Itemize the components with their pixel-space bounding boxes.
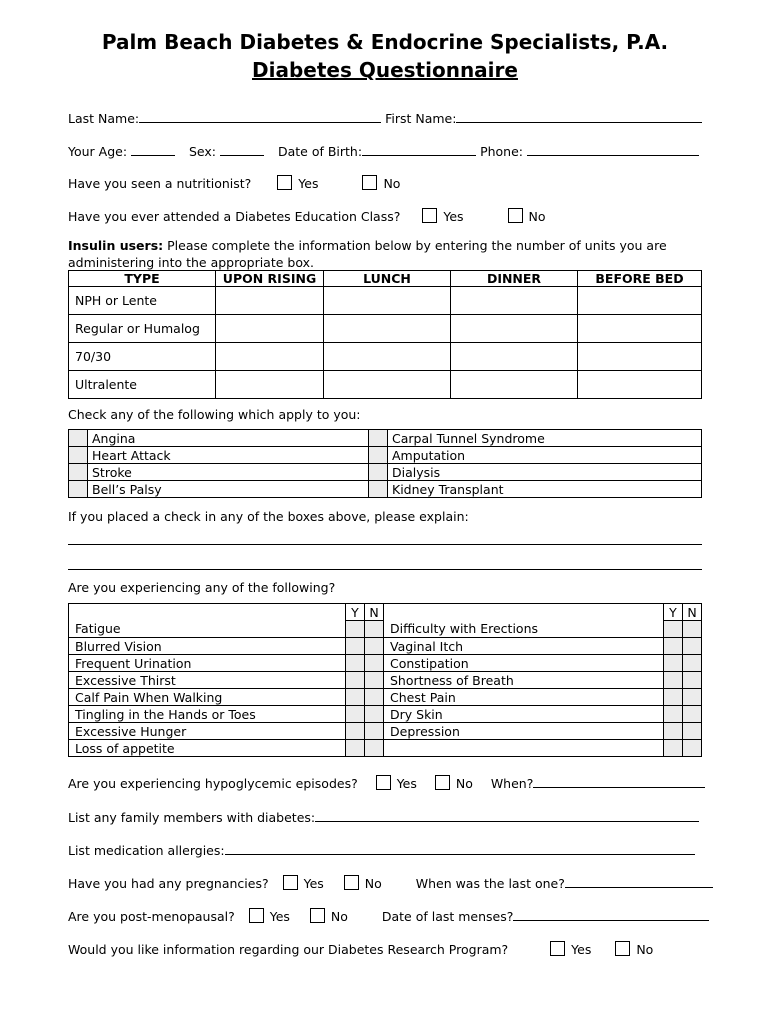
allergies-question: List medication allergies: (68, 843, 225, 858)
last-menses-label: Date of last menses? (381, 909, 514, 924)
insulin-instructions-2: administering into the appropriate box. (68, 255, 314, 270)
table-row (69, 621, 702, 638)
yes-column-header: Y (664, 604, 683, 621)
sex-label: Sex: (189, 144, 217, 159)
education-row (68, 208, 702, 224)
units-cell[interactable] (216, 287, 324, 315)
condition-label: Bell’s Palsy (88, 481, 369, 498)
col-header-type: TYPE (69, 271, 216, 287)
units-cell[interactable] (324, 343, 451, 371)
condition-checkbox[interactable] (369, 481, 388, 498)
symptom-label: Chest Pain (384, 689, 664, 706)
research-yes-checkbox[interactable] (550, 941, 565, 956)
family-field[interactable] (315, 809, 699, 822)
menopause-question: Are you post-menopausal? (68, 909, 235, 924)
insulin-table (68, 270, 702, 399)
yes-label: Yes (298, 176, 319, 191)
symptom-yes-box[interactable] (664, 740, 683, 757)
pregnancy-yes-checkbox[interactable] (283, 875, 298, 890)
symptom-label: Excessive Hunger (69, 723, 346, 740)
units-cell[interactable] (216, 315, 324, 343)
insulin-type: 70/30 (69, 343, 216, 371)
nutritionist-no-checkbox[interactable] (362, 175, 377, 190)
insulin-instructions-text: Please complete the information below by entering the number of units you are (163, 238, 667, 253)
last-pregnancy-label: When was the last one? (415, 876, 565, 891)
units-cell[interactable] (578, 371, 702, 399)
symptom-label: Frequent Urination (69, 655, 346, 672)
symptom-no-box[interactable] (365, 638, 384, 655)
nutritionist-row (68, 175, 702, 191)
insulin-type: NPH or Lente (69, 287, 216, 315)
col-header-dinner: DINNER (451, 271, 578, 287)
symptoms-prompt: Are you experiencing any of the following? (68, 580, 336, 595)
symptom-label: Tingling in the Hands or Toes (69, 706, 346, 723)
no-column-header: N (365, 604, 384, 621)
when-label: When? (490, 776, 534, 791)
explain-line-2[interactable] (68, 569, 702, 570)
family-row (68, 809, 702, 825)
condition-label: Dialysis (388, 464, 702, 481)
condition-label: Amputation (388, 447, 702, 464)
family-question: List any family members with diabetes: (68, 810, 316, 825)
symptom-label: Calf Pain When Walking (69, 689, 346, 706)
units-cell[interactable] (578, 287, 702, 315)
condition-checkbox[interactable] (69, 481, 88, 498)
symptom-no-box[interactable] (365, 621, 384, 638)
symptom-yes-box[interactable] (664, 638, 683, 655)
units-cell[interactable] (578, 343, 702, 371)
pregnancy-row (68, 875, 702, 891)
yes-label: Yes (269, 909, 290, 924)
education-no-checkbox[interactable] (508, 208, 523, 223)
condition-checkbox[interactable] (69, 464, 88, 481)
units-cell[interactable] (216, 343, 324, 371)
last-name-label: Last Name: (68, 111, 140, 126)
no-label: No (528, 209, 546, 224)
table-row (69, 343, 702, 371)
table-row (69, 604, 702, 621)
table-row (69, 464, 702, 481)
symptom-label: Difficulty with Erections (384, 621, 664, 638)
units-cell[interactable] (578, 315, 702, 343)
condition-label: Stroke (88, 464, 369, 481)
table-row (69, 740, 702, 757)
insulin-type: Ultralente (69, 371, 216, 399)
hypo-question: Are you experiencing hypoglycemic episodes? (68, 776, 358, 791)
symptom-label: Blurred Vision (69, 638, 346, 655)
table-row (69, 430, 702, 447)
hypo-row (68, 775, 702, 791)
nutritionist-question: Have you seen a nutritionist? (68, 176, 252, 191)
hypo-no-checkbox[interactable] (435, 775, 450, 790)
table-row (69, 315, 702, 343)
symptom-yes-box[interactable] (346, 655, 365, 672)
conditions-table (68, 429, 702, 498)
form-title: Diabetes Questionnaire (252, 58, 518, 82)
condition-checkbox[interactable] (69, 447, 88, 464)
hypo-yes-checkbox[interactable] (376, 775, 391, 790)
hypo-when-field[interactable] (533, 775, 705, 788)
symptom-yes-box[interactable] (346, 621, 365, 638)
education-yes-checkbox[interactable] (422, 208, 437, 223)
symptom-no-box[interactable] (365, 706, 384, 723)
symptom-yes-box[interactable] (346, 706, 365, 723)
symptoms-table (68, 603, 702, 757)
symptom-yes-box[interactable] (346, 740, 365, 757)
table-row (69, 689, 702, 706)
symptom-no-box[interactable] (683, 723, 702, 740)
units-cell[interactable] (451, 343, 578, 371)
units-cell[interactable] (324, 315, 451, 343)
research-no-checkbox[interactable] (615, 941, 630, 956)
no-label: No (364, 876, 382, 891)
menopause-row (68, 908, 702, 924)
dob-label: Date of Birth: (277, 144, 363, 159)
no-label: No (636, 942, 654, 957)
symptom-no-box[interactable] (365, 672, 384, 689)
yes-label: Yes (571, 942, 592, 957)
symptom-no-box[interactable] (365, 689, 384, 706)
symptom-no-box[interactable] (683, 740, 702, 757)
symptom-label: Dry Skin (384, 706, 664, 723)
symptom-no-box[interactable] (683, 672, 702, 689)
table-row (69, 672, 702, 689)
demographics-row (68, 143, 702, 159)
no-label: No (455, 776, 473, 791)
symptom-label: Excessive Thirst (69, 672, 346, 689)
age-label: Your Age: (68, 144, 128, 159)
first-name-label: First Name: (385, 111, 457, 126)
col-header-before-bed: BEFORE BED (578, 271, 702, 287)
table-row (69, 371, 702, 399)
last-name-field[interactable] (139, 110, 381, 123)
symptom-label-blank (69, 604, 346, 621)
no-label: No (330, 909, 348, 924)
symptom-yes-box[interactable] (664, 655, 683, 672)
condition-checkbox[interactable] (369, 430, 388, 447)
symptom-no-box[interactable] (683, 706, 702, 723)
symptom-yes-box[interactable] (664, 689, 683, 706)
table-row (69, 638, 702, 655)
symptom-no-box[interactable] (683, 638, 702, 655)
sex-field[interactable] (220, 143, 264, 156)
research-question: Would you like information regarding our Diabetes Research Program? (68, 942, 509, 957)
condition-checkbox[interactable] (369, 464, 388, 481)
symptom-label: Constipation (384, 655, 664, 672)
symptom-label: Loss of appetite (69, 740, 346, 757)
units-cell[interactable] (324, 371, 451, 399)
condition-label: Kidney Transplant (388, 481, 702, 498)
symptom-yes-box[interactable] (346, 672, 365, 689)
yes-label: Yes (303, 876, 324, 891)
units-cell[interactable] (451, 287, 578, 315)
units-cell[interactable] (216, 371, 324, 399)
table-row (69, 287, 702, 315)
yes-label: Yes (443, 209, 464, 224)
symptom-label: Vaginal Itch (384, 638, 664, 655)
symptom-label: Depression (384, 723, 664, 740)
menopause-no-checkbox[interactable] (310, 908, 325, 923)
allergies-row (68, 842, 702, 858)
allergies-field[interactable] (225, 842, 695, 855)
symptom-yes-box[interactable] (664, 621, 683, 638)
symptom-yes-box[interactable] (664, 723, 683, 740)
phone-label: Phone: (480, 144, 523, 159)
col-header-upon-rising: UPON RISING (216, 271, 324, 287)
yes-label: Yes (396, 776, 417, 791)
symptom-yes-box[interactable] (664, 672, 683, 689)
condition-label: Heart Attack (88, 447, 369, 464)
symptom-yes-box[interactable] (664, 706, 683, 723)
insulin-label: Insulin users: (68, 238, 164, 253)
pregnancy-question: Have you had any pregnancies? (68, 876, 269, 891)
table-row (69, 655, 702, 672)
menopause-yes-checkbox[interactable] (249, 908, 264, 923)
symptom-no-box[interactable] (365, 655, 384, 672)
explain-line-1[interactable] (68, 544, 702, 545)
symptom-no-box[interactable] (683, 655, 702, 672)
last-menses-field[interactable] (513, 908, 709, 921)
table-row (69, 481, 702, 498)
symptom-label: Shortness of Breath (384, 672, 664, 689)
col-header-lunch: LUNCH (324, 271, 451, 287)
table-row (69, 447, 702, 464)
condition-checkbox[interactable] (69, 430, 88, 447)
symptom-yes-box[interactable] (346, 638, 365, 655)
research-row (68, 941, 702, 957)
symptom-no-box[interactable] (683, 689, 702, 706)
education-question: Have you ever attended a Diabetes Education Class? (68, 209, 401, 224)
condition-label: Carpal Tunnel Syndrome (388, 430, 702, 447)
last-pregnancy-field[interactable] (565, 875, 713, 888)
insulin-instructions (68, 238, 702, 253)
age-field[interactable] (131, 143, 175, 156)
symptom-label-empty (384, 740, 664, 757)
dob-field[interactable] (362, 143, 476, 156)
no-column-header: N (683, 604, 702, 621)
nutritionist-yes-checkbox[interactable] (277, 175, 292, 190)
units-cell[interactable] (451, 315, 578, 343)
units-cell[interactable] (451, 371, 578, 399)
phone-field[interactable] (527, 143, 699, 156)
units-cell[interactable] (324, 287, 451, 315)
first-name-field[interactable] (456, 110, 702, 123)
symptom-yes-box[interactable] (346, 689, 365, 706)
yes-column-header: Y (346, 604, 365, 621)
symptom-no-box[interactable] (365, 723, 384, 740)
clinic-name: Palm Beach Diabetes & Endocrine Specialists, P.A. (101, 30, 669, 54)
insulin-type: Regular or Humalog (69, 315, 216, 343)
symptom-no-box[interactable] (683, 621, 702, 638)
name-row (68, 110, 702, 126)
no-label: No (383, 176, 401, 191)
symptom-no-box[interactable] (365, 740, 384, 757)
conditions-prompt: Check any of the following which apply to you: (68, 407, 361, 422)
condition-label: Angina (88, 430, 369, 447)
symptom-yes-box[interactable] (346, 723, 365, 740)
pregnancy-no-checkbox[interactable] (344, 875, 359, 890)
explain-prompt: If you placed a check in any of the boxes above, please explain: (68, 509, 469, 524)
condition-checkbox[interactable] (369, 447, 388, 464)
table-row (69, 706, 702, 723)
table-row (69, 723, 702, 740)
symptom-label-blank (384, 604, 664, 621)
symptom-label: Fatigue (69, 621, 346, 638)
